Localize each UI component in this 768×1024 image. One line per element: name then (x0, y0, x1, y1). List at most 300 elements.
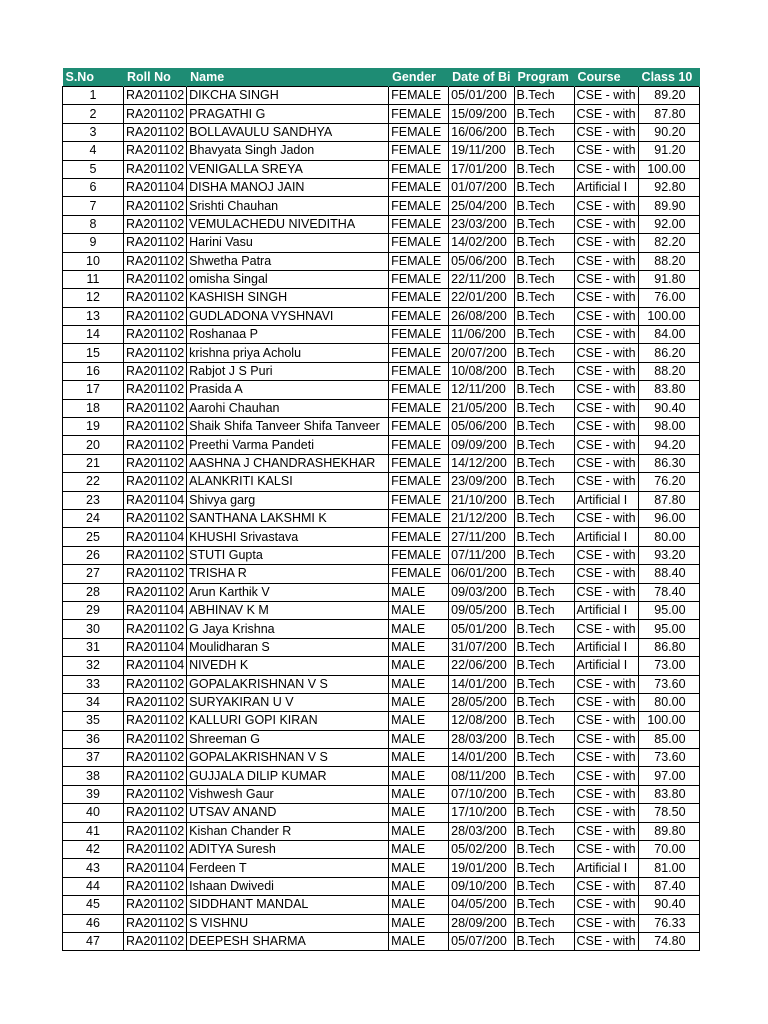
cell-program[interactable]: B.Tech (514, 399, 574, 417)
cell-date-of-birth[interactable]: 12/08/200 (449, 712, 514, 730)
cell-course[interactable]: CSE - with (574, 215, 638, 233)
cell-roll-no[interactable]: RA201102 (124, 197, 187, 215)
cell-name[interactable]: GOPALAKRISHNAN V S (187, 675, 389, 693)
cell-sno[interactable]: 8 (63, 215, 124, 233)
cell-gender[interactable]: MALE (389, 730, 449, 748)
cell-course[interactable]: CSE - with (574, 307, 638, 325)
cell-class-10[interactable]: 86.30 (638, 454, 699, 472)
cell-class-10[interactable]: 87.80 (638, 105, 699, 123)
cell-gender[interactable]: MALE (389, 767, 449, 785)
cell-sno[interactable]: 34 (63, 693, 124, 711)
cell-date-of-birth[interactable]: 19/01/200 (449, 859, 514, 877)
cell-sno[interactable]: 22 (63, 473, 124, 491)
cell-sno[interactable]: 47 (63, 932, 124, 950)
cell-sno[interactable]: 32 (63, 657, 124, 675)
cell-course[interactable]: CSE - with (574, 785, 638, 803)
cell-class-10[interactable]: 86.20 (638, 344, 699, 362)
cell-program[interactable]: B.Tech (514, 822, 574, 840)
cell-program[interactable]: B.Tech (514, 896, 574, 914)
cell-roll-no[interactable]: RA201104 (124, 859, 187, 877)
cell-sno[interactable]: 37 (63, 749, 124, 767)
cell-course[interactable]: CSE - with (574, 289, 638, 307)
cell-gender[interactable]: MALE (389, 822, 449, 840)
cell-class-10[interactable]: 90.40 (638, 896, 699, 914)
cell-roll-no[interactable]: RA201102 (124, 307, 187, 325)
cell-name[interactable]: Shivya garg (187, 491, 389, 509)
cell-sno[interactable]: 3 (63, 123, 124, 141)
cell-program[interactable]: B.Tech (514, 509, 574, 527)
cell-name[interactable]: AASHNA J CHANDRASHEKHAR (187, 454, 389, 472)
cell-roll-no[interactable]: RA201102 (124, 270, 187, 288)
cell-program[interactable]: B.Tech (514, 712, 574, 730)
cell-gender[interactable]: FEMALE (389, 123, 449, 141)
cell-roll-no[interactable]: RA201102 (124, 804, 187, 822)
cell-name[interactable]: DEEPESH SHARMA (187, 932, 389, 950)
cell-class-10[interactable]: 81.00 (638, 859, 699, 877)
cell-class-10[interactable]: 100.00 (638, 712, 699, 730)
cell-course[interactable]: CSE - with (574, 749, 638, 767)
cell-name[interactable]: KASHISH SINGH (187, 289, 389, 307)
cell-program[interactable]: B.Tech (514, 583, 574, 601)
cell-course[interactable]: CSE - with (574, 822, 638, 840)
cell-course[interactable]: CSE - with (574, 362, 638, 380)
cell-name[interactable]: SURYAKIRAN U V (187, 693, 389, 711)
cell-class-10[interactable]: 80.00 (638, 528, 699, 546)
cell-course[interactable]: CSE - with (574, 436, 638, 454)
cell-date-of-birth[interactable]: 28/03/200 (449, 822, 514, 840)
cell-class-10[interactable]: 83.80 (638, 381, 699, 399)
cell-class-10[interactable]: 84.00 (638, 326, 699, 344)
header-program[interactable]: Program (514, 68, 574, 87)
cell-roll-no[interactable]: RA201102 (124, 344, 187, 362)
cell-gender[interactable]: MALE (389, 932, 449, 950)
cell-gender[interactable]: FEMALE (389, 418, 449, 436)
cell-program[interactable]: B.Tech (514, 749, 574, 767)
cell-course[interactable]: CSE - with (574, 454, 638, 472)
cell-program[interactable]: B.Tech (514, 675, 574, 693)
cell-sno[interactable]: 27 (63, 565, 124, 583)
cell-course[interactable]: Artificial I (574, 859, 638, 877)
cell-roll-no[interactable]: RA201102 (124, 767, 187, 785)
cell-class-10[interactable]: 90.40 (638, 399, 699, 417)
cell-gender[interactable]: MALE (389, 804, 449, 822)
cell-class-10[interactable]: 89.80 (638, 822, 699, 840)
cell-sno[interactable]: 4 (63, 142, 124, 160)
cell-name[interactable]: Kishan Chander R (187, 822, 389, 840)
cell-program[interactable]: B.Tech (514, 620, 574, 638)
cell-gender[interactable]: MALE (389, 675, 449, 693)
cell-date-of-birth[interactable]: 16/06/200 (449, 123, 514, 141)
cell-course[interactable]: Artificial I (574, 601, 638, 619)
cell-roll-no[interactable]: RA201102 (124, 234, 187, 252)
cell-roll-no[interactable]: RA201102 (124, 877, 187, 895)
cell-course[interactable]: CSE - with (574, 381, 638, 399)
cell-sno[interactable]: 43 (63, 859, 124, 877)
cell-roll-no[interactable]: RA201104 (124, 638, 187, 656)
cell-name[interactable]: Moulidharan S (187, 638, 389, 656)
cell-roll-no[interactable]: RA201102 (124, 399, 187, 417)
cell-gender[interactable]: FEMALE (389, 252, 449, 270)
cell-course[interactable]: CSE - with (574, 160, 638, 178)
cell-class-10[interactable]: 91.80 (638, 270, 699, 288)
cell-program[interactable]: B.Tech (514, 178, 574, 196)
cell-class-10[interactable]: 89.90 (638, 197, 699, 215)
cell-course[interactable]: CSE - with (574, 804, 638, 822)
cell-sno[interactable]: 26 (63, 546, 124, 564)
cell-program[interactable]: B.Tech (514, 160, 574, 178)
cell-date-of-birth[interactable]: 07/11/200 (449, 546, 514, 564)
cell-roll-no[interactable]: RA201102 (124, 546, 187, 564)
cell-date-of-birth[interactable]: 01/07/200 (449, 178, 514, 196)
cell-gender[interactable]: FEMALE (389, 381, 449, 399)
cell-sno[interactable]: 23 (63, 491, 124, 509)
cell-roll-no[interactable]: RA201102 (124, 252, 187, 270)
cell-date-of-birth[interactable]: 28/05/200 (449, 693, 514, 711)
cell-program[interactable]: B.Tech (514, 767, 574, 785)
cell-class-10[interactable]: 87.40 (638, 877, 699, 895)
cell-gender[interactable]: MALE (389, 749, 449, 767)
cell-course[interactable]: CSE - with (574, 473, 638, 491)
cell-date-of-birth[interactable]: 04/05/200 (449, 896, 514, 914)
cell-class-10[interactable]: 73.00 (638, 657, 699, 675)
cell-sno[interactable]: 30 (63, 620, 124, 638)
cell-sno[interactable]: 38 (63, 767, 124, 785)
cell-name[interactable]: Vishwesh Gaur (187, 785, 389, 803)
cell-name[interactable]: Shwetha Patra (187, 252, 389, 270)
cell-name[interactable]: krishna priya Acholu (187, 344, 389, 362)
cell-course[interactable]: CSE - with (574, 546, 638, 564)
cell-roll-no[interactable]: RA201102 (124, 473, 187, 491)
cell-gender[interactable]: FEMALE (389, 509, 449, 527)
cell-program[interactable]: B.Tech (514, 877, 574, 895)
cell-name[interactable]: Shaik Shifa Tanveer Shifa Tanveer (187, 418, 389, 436)
cell-class-10[interactable]: 93.20 (638, 546, 699, 564)
cell-program[interactable]: B.Tech (514, 436, 574, 454)
cell-roll-no[interactable]: RA201102 (124, 362, 187, 380)
cell-name[interactable]: Bhavyata Singh Jadon (187, 142, 389, 160)
cell-course[interactable]: Artificial I (574, 528, 638, 546)
cell-roll-no[interactable]: RA201102 (124, 215, 187, 233)
cell-roll-no[interactable]: RA201102 (124, 914, 187, 932)
cell-roll-no[interactable]: RA201102 (124, 160, 187, 178)
cell-gender[interactable]: MALE (389, 583, 449, 601)
cell-roll-no[interactable]: RA201102 (124, 675, 187, 693)
cell-date-of-birth[interactable]: 28/09/200 (449, 914, 514, 932)
cell-course[interactable]: CSE - with (574, 105, 638, 123)
cell-sno[interactable]: 41 (63, 822, 124, 840)
cell-sno[interactable]: 1 (63, 87, 124, 105)
cell-program[interactable]: B.Tech (514, 473, 574, 491)
cell-name[interactable]: Aarohi Chauhan (187, 399, 389, 417)
cell-roll-no[interactable]: RA201102 (124, 785, 187, 803)
cell-program[interactable]: B.Tech (514, 418, 574, 436)
cell-program[interactable]: B.Tech (514, 565, 574, 583)
cell-name[interactable]: SIDDHANT MANDAL (187, 896, 389, 914)
cell-date-of-birth[interactable]: 19/11/200 (449, 142, 514, 160)
cell-sno[interactable]: 18 (63, 399, 124, 417)
cell-gender[interactable]: FEMALE (389, 160, 449, 178)
cell-course[interactable]: CSE - with (574, 326, 638, 344)
cell-program[interactable]: B.Tech (514, 123, 574, 141)
cell-gender[interactable]: MALE (389, 620, 449, 638)
cell-course[interactable]: CSE - with (574, 123, 638, 141)
cell-date-of-birth[interactable]: 23/03/200 (449, 215, 514, 233)
cell-name[interactable]: STUTI Gupta (187, 546, 389, 564)
cell-class-10[interactable]: 94.20 (638, 436, 699, 454)
cell-roll-no[interactable]: RA201104 (124, 178, 187, 196)
cell-course[interactable]: CSE - with (574, 565, 638, 583)
cell-class-10[interactable]: 87.80 (638, 491, 699, 509)
cell-gender[interactable]: FEMALE (389, 473, 449, 491)
cell-gender[interactable]: FEMALE (389, 565, 449, 583)
cell-sno[interactable]: 21 (63, 454, 124, 472)
cell-class-10[interactable]: 100.00 (638, 307, 699, 325)
cell-sno[interactable]: 45 (63, 896, 124, 914)
cell-course[interactable]: CSE - with (574, 693, 638, 711)
cell-date-of-birth[interactable]: 09/10/200 (449, 877, 514, 895)
cell-date-of-birth[interactable]: 14/12/200 (449, 454, 514, 472)
cell-date-of-birth[interactable]: 09/03/200 (449, 583, 514, 601)
cell-program[interactable]: B.Tech (514, 528, 574, 546)
cell-name[interactable]: Prasida A (187, 381, 389, 399)
cell-class-10[interactable]: 73.60 (638, 749, 699, 767)
cell-course[interactable]: Artificial I (574, 638, 638, 656)
cell-date-of-birth[interactable]: 21/12/200 (449, 509, 514, 527)
cell-date-of-birth[interactable]: 05/07/200 (449, 932, 514, 950)
cell-gender[interactable]: FEMALE (389, 142, 449, 160)
cell-sno[interactable]: 29 (63, 601, 124, 619)
cell-program[interactable]: B.Tech (514, 932, 574, 950)
cell-date-of-birth[interactable]: 08/11/200 (449, 767, 514, 785)
cell-name[interactable]: GUDLADONA VYSHNAVI (187, 307, 389, 325)
cell-program[interactable]: B.Tech (514, 785, 574, 803)
cell-gender[interactable]: FEMALE (389, 491, 449, 509)
cell-course[interactable]: CSE - with (574, 877, 638, 895)
cell-gender[interactable]: MALE (389, 859, 449, 877)
cell-program[interactable]: B.Tech (514, 804, 574, 822)
cell-course[interactable]: CSE - with (574, 418, 638, 436)
cell-gender[interactable]: FEMALE (389, 289, 449, 307)
cell-date-of-birth[interactable]: 22/11/200 (449, 270, 514, 288)
cell-course[interactable]: CSE - with (574, 509, 638, 527)
cell-course[interactable]: Artificial I (574, 491, 638, 509)
cell-class-10[interactable]: 91.20 (638, 142, 699, 160)
cell-course[interactable]: CSE - with (574, 932, 638, 950)
cell-class-10[interactable]: 76.00 (638, 289, 699, 307)
cell-course[interactable]: CSE - with (574, 142, 638, 160)
cell-name[interactable]: BOLLAVAULU SANDHYA (187, 123, 389, 141)
cell-course[interactable]: CSE - with (574, 675, 638, 693)
cell-sno[interactable]: 17 (63, 381, 124, 399)
cell-gender[interactable]: MALE (389, 896, 449, 914)
cell-gender[interactable]: FEMALE (389, 270, 449, 288)
cell-course[interactable]: CSE - with (574, 620, 638, 638)
cell-roll-no[interactable]: RA201102 (124, 142, 187, 160)
cell-date-of-birth[interactable]: 14/01/200 (449, 675, 514, 693)
cell-name[interactable]: Arun Karthik V (187, 583, 389, 601)
cell-course[interactable]: CSE - with (574, 252, 638, 270)
cell-program[interactable]: B.Tech (514, 381, 574, 399)
cell-course[interactable]: CSE - with (574, 896, 638, 914)
cell-roll-no[interactable]: RA201102 (124, 583, 187, 601)
cell-date-of-birth[interactable]: 09/05/200 (449, 601, 514, 619)
cell-class-10[interactable]: 100.00 (638, 160, 699, 178)
cell-date-of-birth[interactable]: 28/03/200 (449, 730, 514, 748)
header-sno[interactable]: S.No (63, 68, 124, 87)
cell-class-10[interactable]: 83.80 (638, 785, 699, 803)
cell-sno[interactable]: 15 (63, 344, 124, 362)
cell-roll-no[interactable]: RA201102 (124, 822, 187, 840)
cell-roll-no[interactable]: RA201102 (124, 87, 187, 105)
cell-sno[interactable]: 24 (63, 509, 124, 527)
cell-class-10[interactable]: 88.20 (638, 252, 699, 270)
cell-roll-no[interactable]: RA201102 (124, 436, 187, 454)
cell-name[interactable]: omisha Singal (187, 270, 389, 288)
cell-date-of-birth[interactable]: 17/10/200 (449, 804, 514, 822)
cell-sno[interactable]: 2 (63, 105, 124, 123)
cell-roll-no[interactable]: RA201102 (124, 454, 187, 472)
cell-date-of-birth[interactable]: 05/01/200 (449, 620, 514, 638)
cell-class-10[interactable]: 97.00 (638, 767, 699, 785)
cell-sno[interactable]: 20 (63, 436, 124, 454)
cell-roll-no[interactable]: RA201102 (124, 620, 187, 638)
cell-program[interactable]: B.Tech (514, 270, 574, 288)
cell-gender[interactable]: MALE (389, 657, 449, 675)
cell-date-of-birth[interactable]: 26/08/200 (449, 307, 514, 325)
cell-name[interactable]: Roshanaa P (187, 326, 389, 344)
cell-gender[interactable]: MALE (389, 712, 449, 730)
cell-gender[interactable]: FEMALE (389, 454, 449, 472)
cell-program[interactable]: B.Tech (514, 841, 574, 859)
cell-date-of-birth[interactable]: 11/06/200 (449, 326, 514, 344)
cell-sno[interactable]: 12 (63, 289, 124, 307)
cell-gender[interactable]: FEMALE (389, 87, 449, 105)
cell-course[interactable]: CSE - with (574, 730, 638, 748)
cell-program[interactable]: B.Tech (514, 546, 574, 564)
cell-gender[interactable]: MALE (389, 785, 449, 803)
header-class-10[interactable]: Class 10 (638, 68, 699, 87)
cell-course[interactable]: CSE - with (574, 270, 638, 288)
cell-name[interactable]: DIKCHA SINGH (187, 87, 389, 105)
cell-name[interactable]: Harini Vasu (187, 234, 389, 252)
cell-program[interactable]: B.Tech (514, 326, 574, 344)
cell-roll-no[interactable]: RA201102 (124, 749, 187, 767)
cell-date-of-birth[interactable]: 14/01/200 (449, 749, 514, 767)
cell-roll-no[interactable]: RA201104 (124, 528, 187, 546)
cell-program[interactable]: B.Tech (514, 657, 574, 675)
cell-program[interactable]: B.Tech (514, 914, 574, 932)
cell-date-of-birth[interactable]: 21/10/200 (449, 491, 514, 509)
cell-name[interactable]: ABHINAV K M (187, 601, 389, 619)
cell-gender[interactable]: FEMALE (389, 326, 449, 344)
cell-program[interactable]: B.Tech (514, 491, 574, 509)
cell-name[interactable]: ADITYA Suresh (187, 841, 389, 859)
cell-name[interactable]: KALLURI GOPI KIRAN (187, 712, 389, 730)
cell-name[interactable]: GUJJALA DILIP KUMAR (187, 767, 389, 785)
cell-name[interactable]: G Jaya Krishna (187, 620, 389, 638)
cell-gender[interactable]: FEMALE (389, 215, 449, 233)
cell-class-10[interactable]: 98.00 (638, 418, 699, 436)
cell-name[interactable]: NIVEDH K (187, 657, 389, 675)
cell-name[interactable]: Rabjot J S Puri (187, 362, 389, 380)
cell-date-of-birth[interactable]: 22/01/200 (449, 289, 514, 307)
cell-date-of-birth[interactable]: 27/11/200 (449, 528, 514, 546)
cell-roll-no[interactable]: RA201102 (124, 932, 187, 950)
cell-program[interactable]: B.Tech (514, 307, 574, 325)
cell-date-of-birth[interactable]: 05/01/200 (449, 87, 514, 105)
cell-name[interactable]: Ishaan Dwivedi (187, 877, 389, 895)
cell-program[interactable]: B.Tech (514, 693, 574, 711)
cell-sno[interactable]: 44 (63, 877, 124, 895)
cell-gender[interactable]: FEMALE (389, 105, 449, 123)
cell-roll-no[interactable]: RA201102 (124, 730, 187, 748)
cell-sno[interactable]: 14 (63, 326, 124, 344)
cell-gender[interactable]: FEMALE (389, 344, 449, 362)
cell-roll-no[interactable]: RA201102 (124, 381, 187, 399)
cell-sno[interactable]: 16 (63, 362, 124, 380)
cell-class-10[interactable]: 76.20 (638, 473, 699, 491)
cell-sno[interactable]: 6 (63, 178, 124, 196)
cell-course[interactable]: CSE - with (574, 767, 638, 785)
cell-roll-no[interactable]: RA201102 (124, 418, 187, 436)
cell-name[interactable]: Ferdeen T (187, 859, 389, 877)
cell-course[interactable]: CSE - with (574, 87, 638, 105)
cell-course[interactable]: CSE - with (574, 712, 638, 730)
cell-date-of-birth[interactable]: 20/07/200 (449, 344, 514, 362)
cell-name[interactable]: DISHA MANOJ JAIN (187, 178, 389, 196)
cell-sno[interactable]: 19 (63, 418, 124, 436)
cell-date-of-birth[interactable]: 05/06/200 (449, 418, 514, 436)
cell-roll-no[interactable]: RA201102 (124, 105, 187, 123)
cell-course[interactable]: CSE - with (574, 914, 638, 932)
cell-date-of-birth[interactable]: 12/11/200 (449, 381, 514, 399)
cell-gender[interactable]: MALE (389, 693, 449, 711)
cell-program[interactable]: B.Tech (514, 105, 574, 123)
cell-name[interactable]: KHUSHI Srivastava (187, 528, 389, 546)
cell-roll-no[interactable]: RA201102 (124, 896, 187, 914)
cell-gender[interactable]: FEMALE (389, 197, 449, 215)
cell-course[interactable]: CSE - with (574, 234, 638, 252)
cell-gender[interactable]: FEMALE (389, 362, 449, 380)
cell-class-10[interactable]: 70.00 (638, 841, 699, 859)
cell-roll-no[interactable]: RA201104 (124, 601, 187, 619)
cell-roll-no[interactable]: RA201104 (124, 657, 187, 675)
cell-program[interactable]: B.Tech (514, 344, 574, 362)
cell-class-10[interactable]: 85.00 (638, 730, 699, 748)
cell-program[interactable]: B.Tech (514, 638, 574, 656)
cell-sno[interactable]: 13 (63, 307, 124, 325)
cell-name[interactable]: PRAGATHI G (187, 105, 389, 123)
cell-roll-no[interactable]: RA201102 (124, 289, 187, 307)
cell-date-of-birth[interactable]: 22/06/200 (449, 657, 514, 675)
cell-sno[interactable]: 36 (63, 730, 124, 748)
cell-class-10[interactable]: 86.80 (638, 638, 699, 656)
cell-gender[interactable]: MALE (389, 601, 449, 619)
cell-sno[interactable]: 28 (63, 583, 124, 601)
cell-class-10[interactable]: 90.20 (638, 123, 699, 141)
cell-course[interactable]: CSE - with (574, 583, 638, 601)
cell-date-of-birth[interactable]: 17/01/200 (449, 160, 514, 178)
cell-program[interactable]: B.Tech (514, 362, 574, 380)
cell-roll-no[interactable]: RA201102 (124, 565, 187, 583)
cell-roll-no[interactable]: RA201102 (124, 509, 187, 527)
cell-course[interactable]: CSE - with (574, 344, 638, 362)
cell-sno[interactable]: 7 (63, 197, 124, 215)
cell-class-10[interactable]: 89.20 (638, 87, 699, 105)
cell-sno[interactable]: 9 (63, 234, 124, 252)
cell-date-of-birth[interactable]: 15/09/200 (449, 105, 514, 123)
header-gender[interactable]: Gender (389, 68, 449, 87)
